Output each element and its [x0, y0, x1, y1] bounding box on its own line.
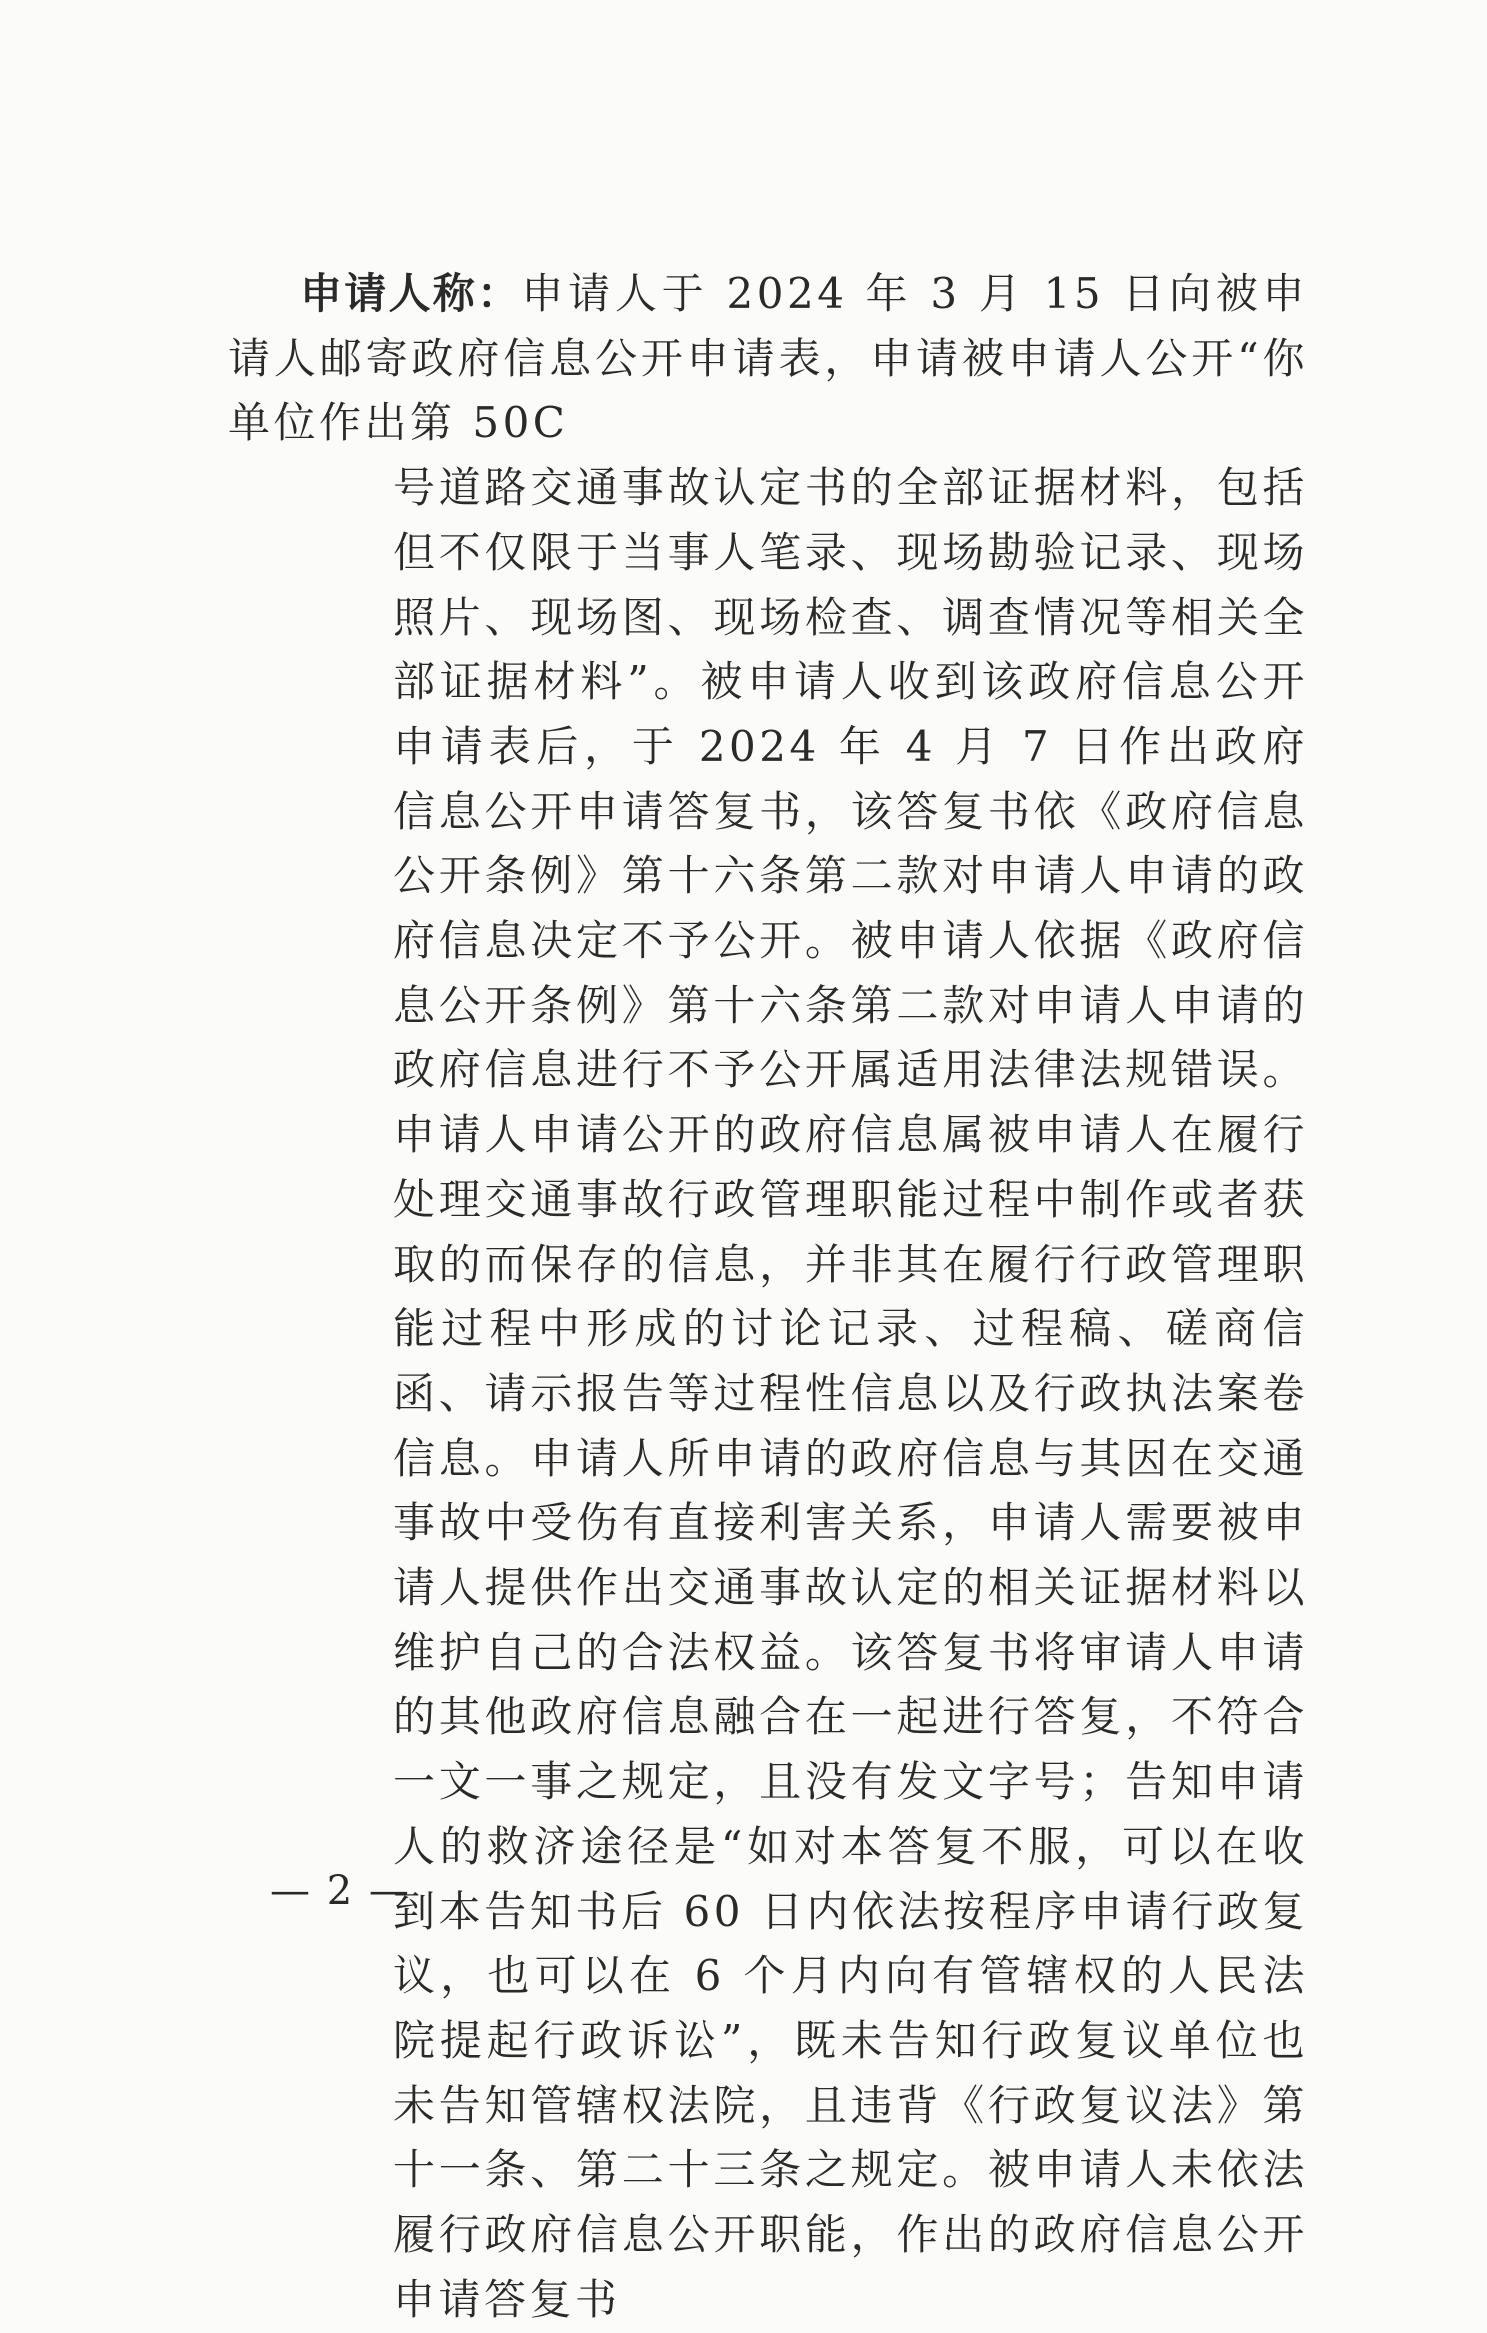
paragraph-continued-text: 号道路交通事故认定书的全部证据材料，包括但不仅限于当事人笔录、现场勘验记录、现场照片、现场图、现场检查、调查情况等相关全部证据材料”。被申请人收到该政府信息公开申请表后，于 2024 年 4 月 7 日作出政府信息公开申请答复书，该答复书依《政府信息公开条例》第十六条第二款对申请人申请的政府信息决定不予公开。被申请人依据《政府信息公开条例》第十六条第二款对申请人申请的政府信息进行不予公开属适用法律法规错误。申请人申请公开的政府信息属被申请人在履行处理交通事故行政管理职能过程中制作或者获取的而保存的信息，并非其在履行行政管理职能过程中形成的讨论记录、过程稿、磋商信函、请示报告等过程性信息以及行政执法案卷信息。申请人所申请的政府信息与其因在交通事故中受伤有直接利害关系，申请人需要被申请人提供作出交通事故认定的相关证据材料以维护自己的合法权益。该答复书将审请人申请的其他政府信息融合在一起进行答复，不符合一文一事之规定，且没有发文字号；告知申请人的救济途径是“如对本答复不服，可以在收到本告知书后 60 日内依法按程序申请行政复议，也可以在 6 个月内向有管辖权的人民法院提起行政诉讼”，既未告知行政复议单位也未告知管辖权法院，且违背《行政复议法》第十一条、第二十三条之规定。被申请人未依法履行政府信息公开职能，作出的政府信息公开申请答复书 [393, 463, 1308, 2324]
lead-label: 申请人称： [300, 269, 522, 318]
paragraph-first-text: 申请人于 2024 年 3 月 15 日向被申请人邮寄政府信息公开申请表，申请被申请人公开“你单位作出第 50C [228, 269, 1308, 448]
paragraph-continued [228, 456, 1308, 2332]
body-text [228, 262, 1308, 2333]
page-number: — 2 — [270, 1868, 411, 1914]
paragraph-first [228, 262, 1308, 456]
